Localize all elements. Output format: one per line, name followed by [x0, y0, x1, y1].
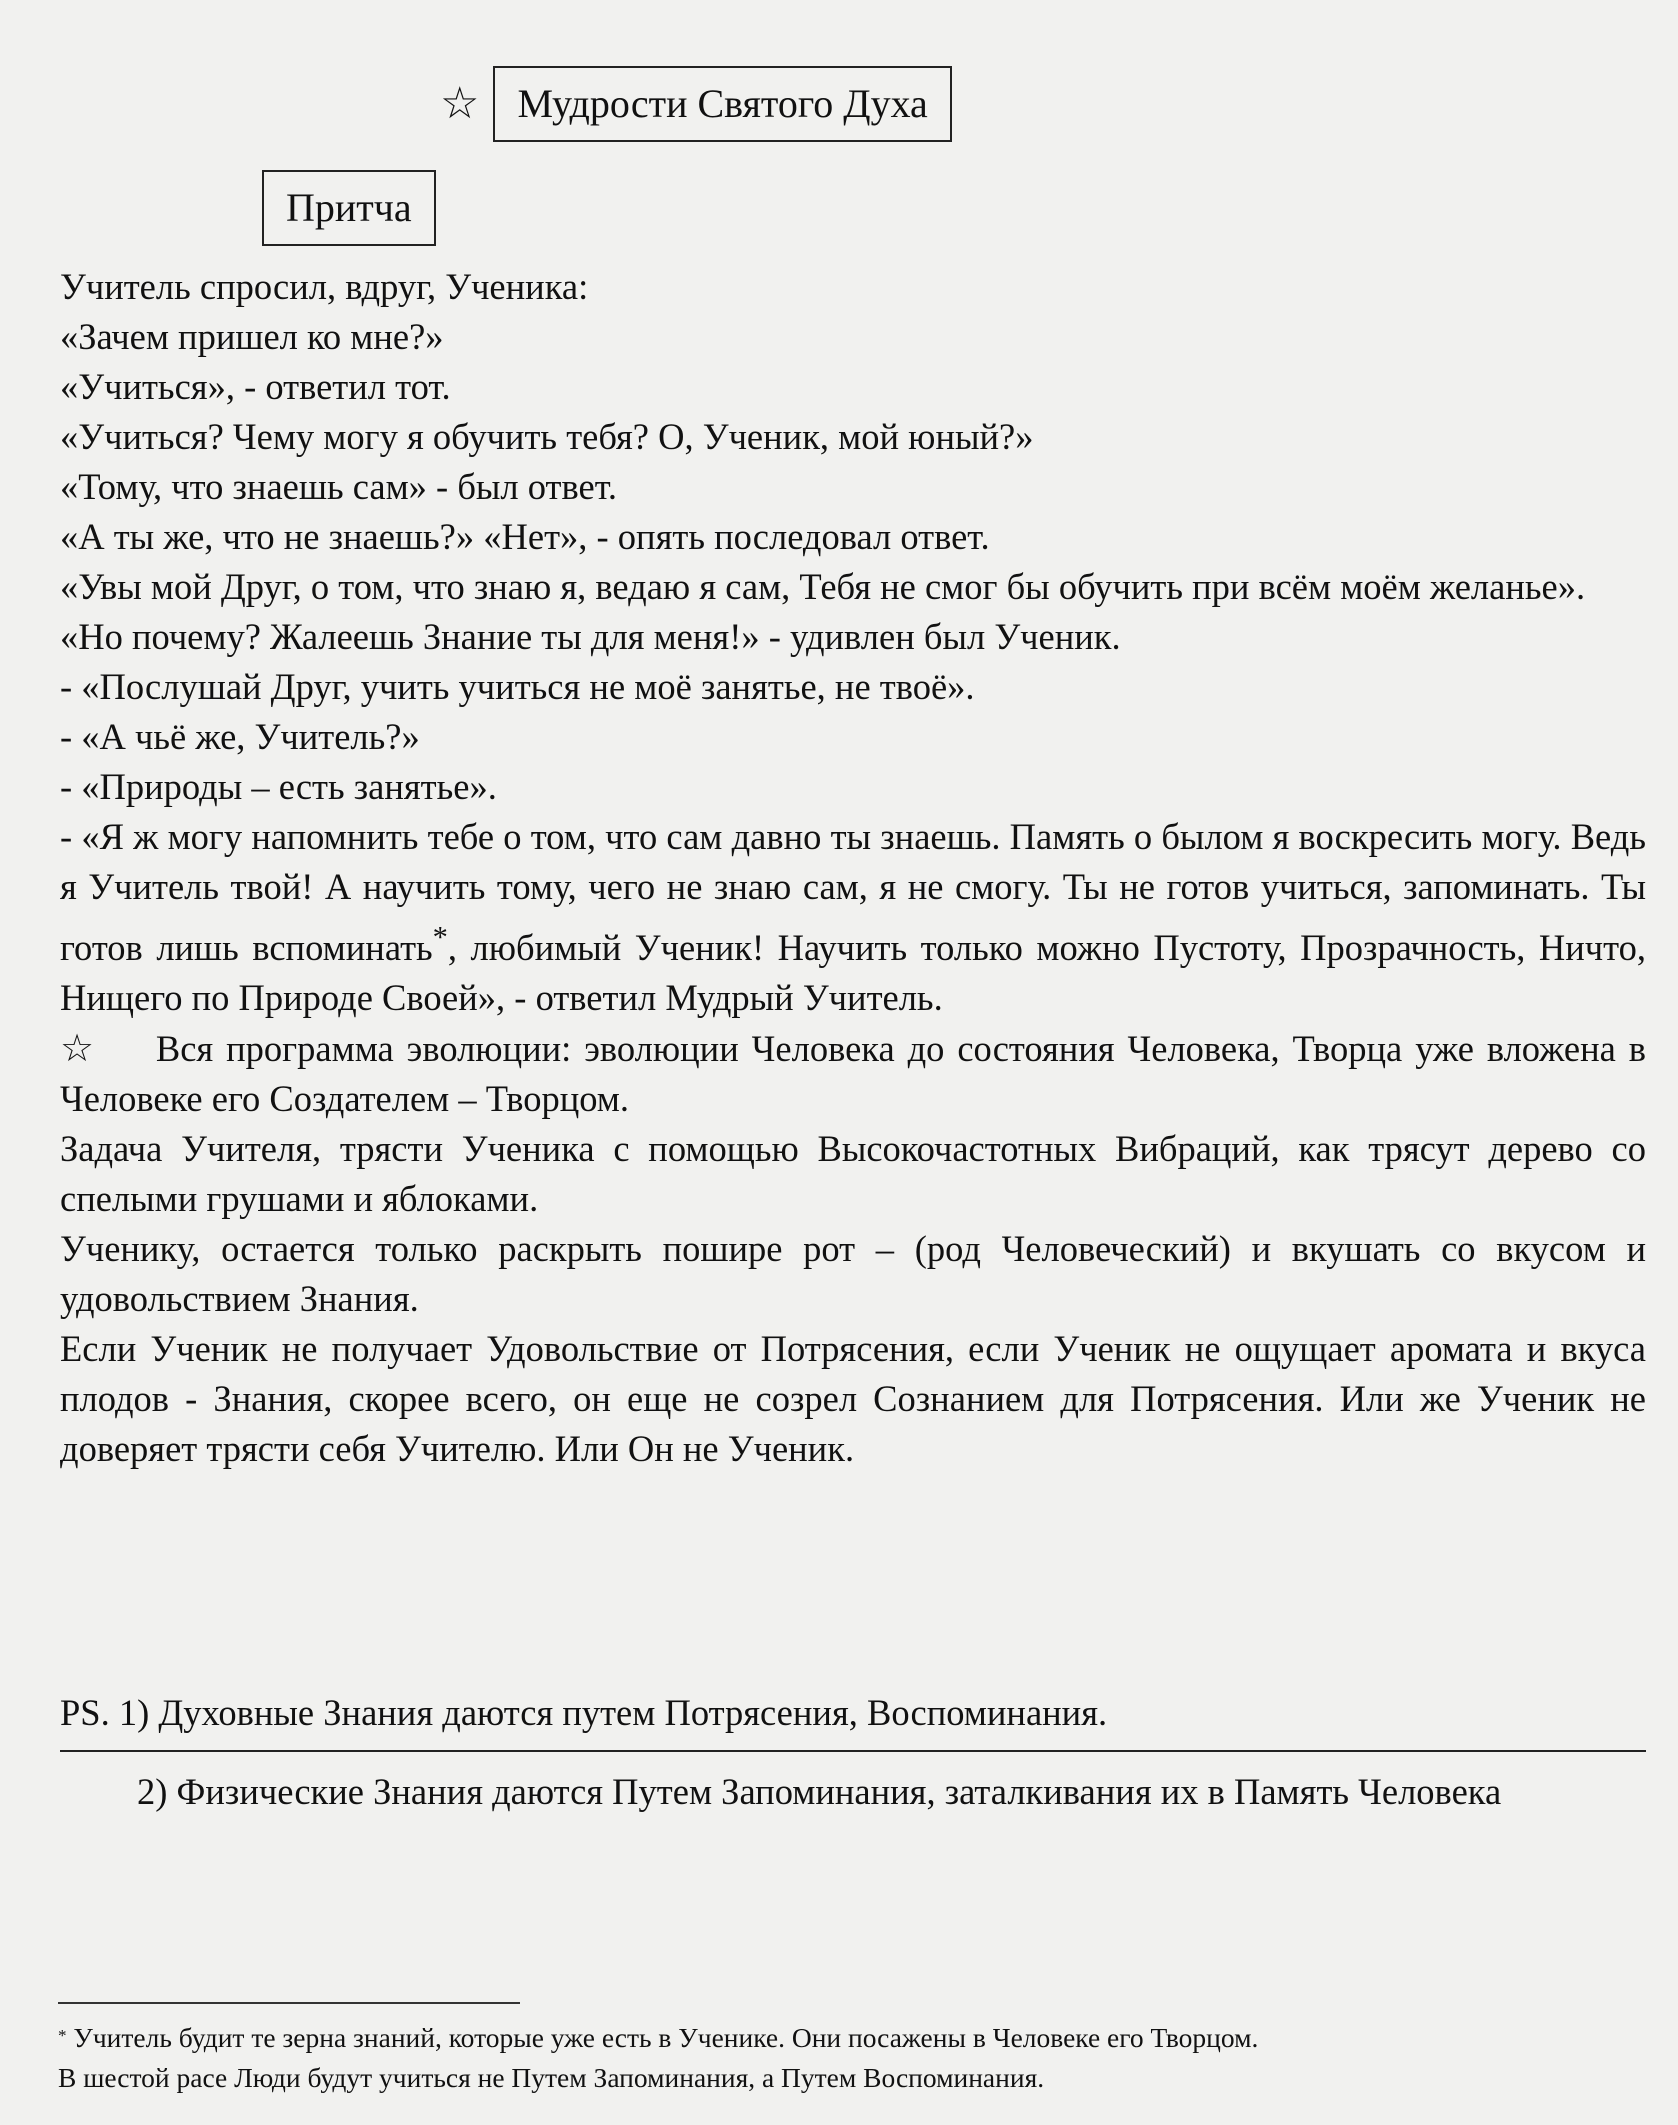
- text-line: - «Природы – есть занятье».: [60, 766, 497, 807]
- star-outline-icon: ☆: [440, 78, 480, 129]
- footnote-line-1: [58, 2018, 1658, 2058]
- paragraph: Если Ученик не получает Удовольствие от Потрясения, если Ученик не ощущает аромата и вкуса плодов - Знания, скорее всего, он еще не созрел Сознанием для Потрясения. Или же Ученик не доверяет трясти себя Учителю. Или Он не Ученик.: [60, 1328, 1646, 1470]
- paragraph: Задача Учителя, трясти Ученика с помощью Высокочастотных Вибраций, как трясут дерево со спелыми грушами и яблоками.: [60, 1128, 1646, 1220]
- postscript-line-1: PS. 1) Духовные Знания даются путем Потрясения, Воспоминания.: [60, 1688, 1646, 1752]
- evolution-paragraph: [60, 1023, 1646, 1124]
- text-line: Учитель спросил, вдруг, Ученика:: [60, 266, 589, 307]
- text-segment: Вся программа эволюции: эволюции Человека до состояния Человека, Творца уже вложена в Человеке его Создателем – Творцом.: [60, 1028, 1646, 1120]
- title-block: [440, 66, 952, 142]
- text-line: - «А чьё же, Учитель?»: [60, 716, 420, 757]
- text-line: «Учиться», - ответил тот.: [60, 366, 451, 407]
- text-line: «Учиться? Чему могу я обучить тебя? О, Ученик, мой юный?»: [60, 416, 1034, 457]
- teacher-answer-paragraph: [60, 812, 1646, 1023]
- text-line: «Увы мой Друг, о том, что знаю я, ведаю я сам, Тебя не смог бы обучить при всём моём желанье».: [60, 566, 1586, 607]
- section-subtitle: Притча: [262, 170, 436, 246]
- page-title: Мудрости Святого Духа: [493, 66, 951, 142]
- footnote-text: Учитель будит те зерна знаний, которые уже есть в Ученике. Они посажены в Человеке его Творцом.: [66, 2022, 1259, 2053]
- footnote-line-2: В шестой расе Люди будут учиться не Путем Запоминания, а Путем Воспоминания.: [58, 2062, 1045, 2093]
- footnote-mark: *: [432, 920, 448, 954]
- text-line: «Тому, что знаешь сам» - был ответ.: [60, 466, 618, 507]
- postscript-line-2: 2) Физические Знания даются Путем Запоминания, заталкивания их в Память Человека: [137, 1771, 1502, 1812]
- text-line: «Зачем пришел ко мне?»: [60, 316, 444, 357]
- footnote-divider: [58, 2002, 520, 2004]
- postscript: [60, 1688, 1646, 1818]
- text-segment: - «Я ж могу напомнить тебе о том, что сам давно ты знаешь. Память о былом я воскресить могу. Ведь я Учитель твой! А научить тому, чего не знаю сам, я не смогу. Ты не готов учиться, запоминать. Ты готов лишь вспоминать: [60, 816, 1646, 969]
- footnotes: [58, 2018, 1658, 2098]
- text-line: - «Послушай Друг, учить учиться не моё занятье, не твоё».: [60, 666, 975, 707]
- text-line: «Но почему? Жалеешь Знание ты для меня!» - удивлен был Ученик.: [60, 616, 1121, 657]
- text-segment: , любимый Ученик! Научить только можно Пустоту, Прозрачность, Ничто, Нищего по Природе Своей», - ответил Мудрый Учитель.: [60, 927, 1647, 1019]
- paragraph: Ученику, остается только раскрыть пошире рот – (род Человеческий) и вкушать со вкусом и удовольствием Знания.: [60, 1228, 1646, 1320]
- text-line: «А ты же, что не знаешь?» «Нет», - опять последовал ответ.: [60, 516, 990, 557]
- parable-text: [60, 262, 1646, 1474]
- footnote-mark: *: [58, 2026, 67, 2045]
- star-outline-icon: ☆: [60, 1026, 98, 1071]
